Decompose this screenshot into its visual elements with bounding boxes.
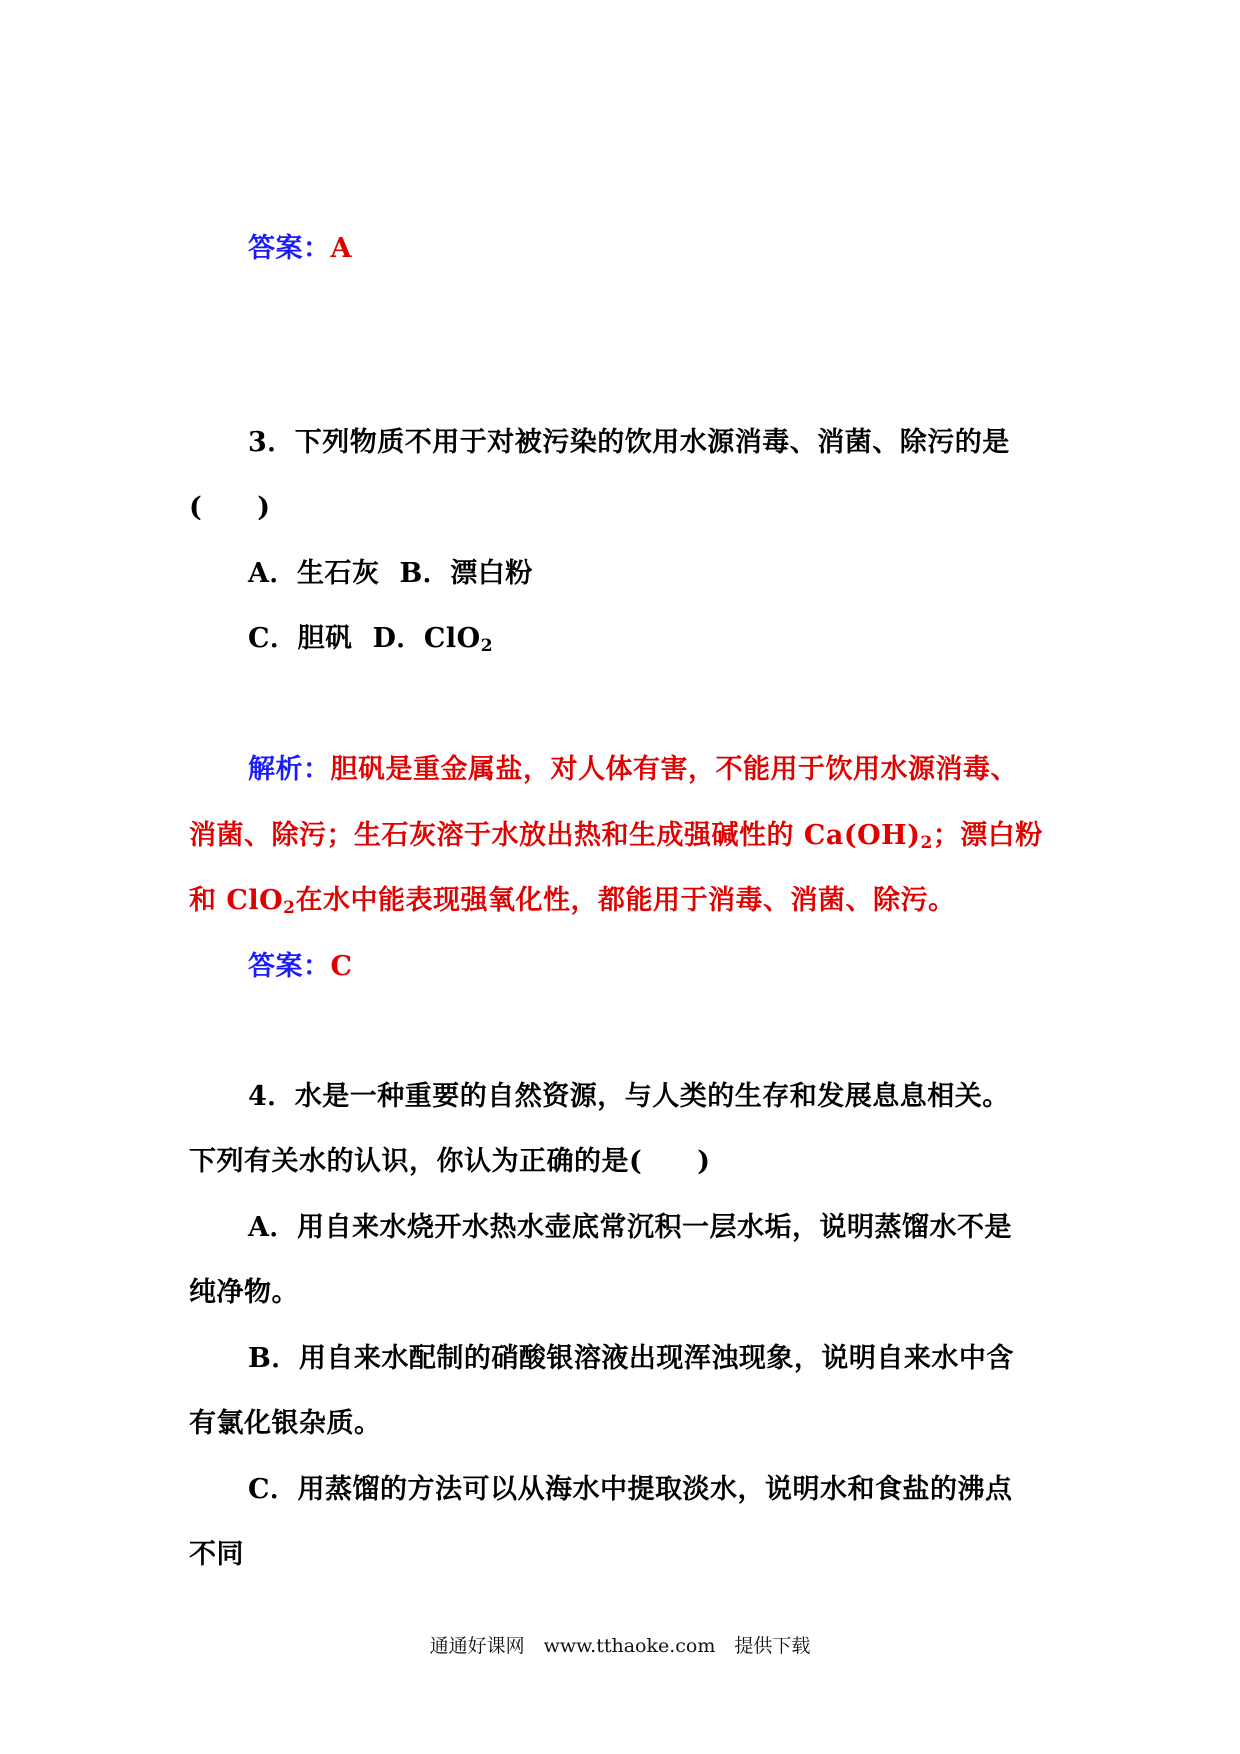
question-stem: 水是一种重要的自然资源，与人类的生存和发展息息相关。 — [294, 1081, 1010, 1112]
page-footer: 通通好课网 www.tthaoke.com 提供下载 — [429, 1635, 811, 1657]
question-4-option-c-line2: 不同 — [189, 1539, 244, 1570]
analysis-3-line2: 消菌、除污；生石灰溶于水放出热和生成强碱性的 $Ca(OH)_2$；漂白粉 — [189, 820, 1043, 853]
analysis-3-line3: 和 ClO$_2$在水中能表现强氧化性，都能用于消毒、消菌、除污。 — [189, 885, 956, 918]
analysis-text: 胆矾是重金属盐，对人体有害，不能用于饮用水源消毒、 — [330, 754, 1018, 785]
question-4-option-a-line2: 纯净物。 — [189, 1277, 299, 1308]
analysis-label: 解析： — [248, 754, 331, 785]
question-number: 4． — [248, 1081, 295, 1112]
question-number: 3． — [248, 427, 295, 458]
option-a: A．生石灰 — [248, 558, 380, 589]
question-stem: 下列物质不用于对被污染的饮用水源消毒、消菌、除污的是 — [294, 427, 1010, 458]
analysis-3-line1 — [248, 753, 1018, 787]
option-d: D．ClO$_2$ — [372, 623, 494, 656]
question-3-stem-line2: ( ) — [189, 492, 271, 523]
answer-label: 答案： — [248, 233, 331, 264]
question-3-options-cd — [248, 622, 493, 656]
question-4-option-c-line1: C．用蒸馏的方法可以从海水中提取淡水，说明水和食盐的沸点 — [248, 1474, 1013, 1505]
answer-label: 答案： — [248, 951, 331, 982]
answer-value: A — [330, 233, 352, 264]
question-3-stem-line1 — [248, 426, 1010, 460]
answer-3 — [248, 950, 353, 984]
answer-value: C — [330, 951, 353, 982]
answer-1 — [248, 232, 352, 266]
option-c: C．胆矾 — [248, 623, 353, 654]
question-4-option-a-line1: A．用自来水烧开水热水壶底常沉积一层水垢，说明蒸馏水不是 — [248, 1212, 1012, 1243]
question-4-stem-line1 — [248, 1080, 1010, 1114]
option-b: B．漂白粉 — [399, 558, 533, 589]
question-4-option-b-line2: 有氯化银杂质。 — [189, 1408, 382, 1439]
question-4-stem-line2: 下列有关水的认识，你认为正确的是( ) — [189, 1146, 711, 1177]
question-4-option-b-line1: B．用自来水配制的硝酸银溶液出现浑浊现象，说明自来水中含 — [248, 1343, 1014, 1374]
question-3-options-ab — [248, 557, 533, 591]
